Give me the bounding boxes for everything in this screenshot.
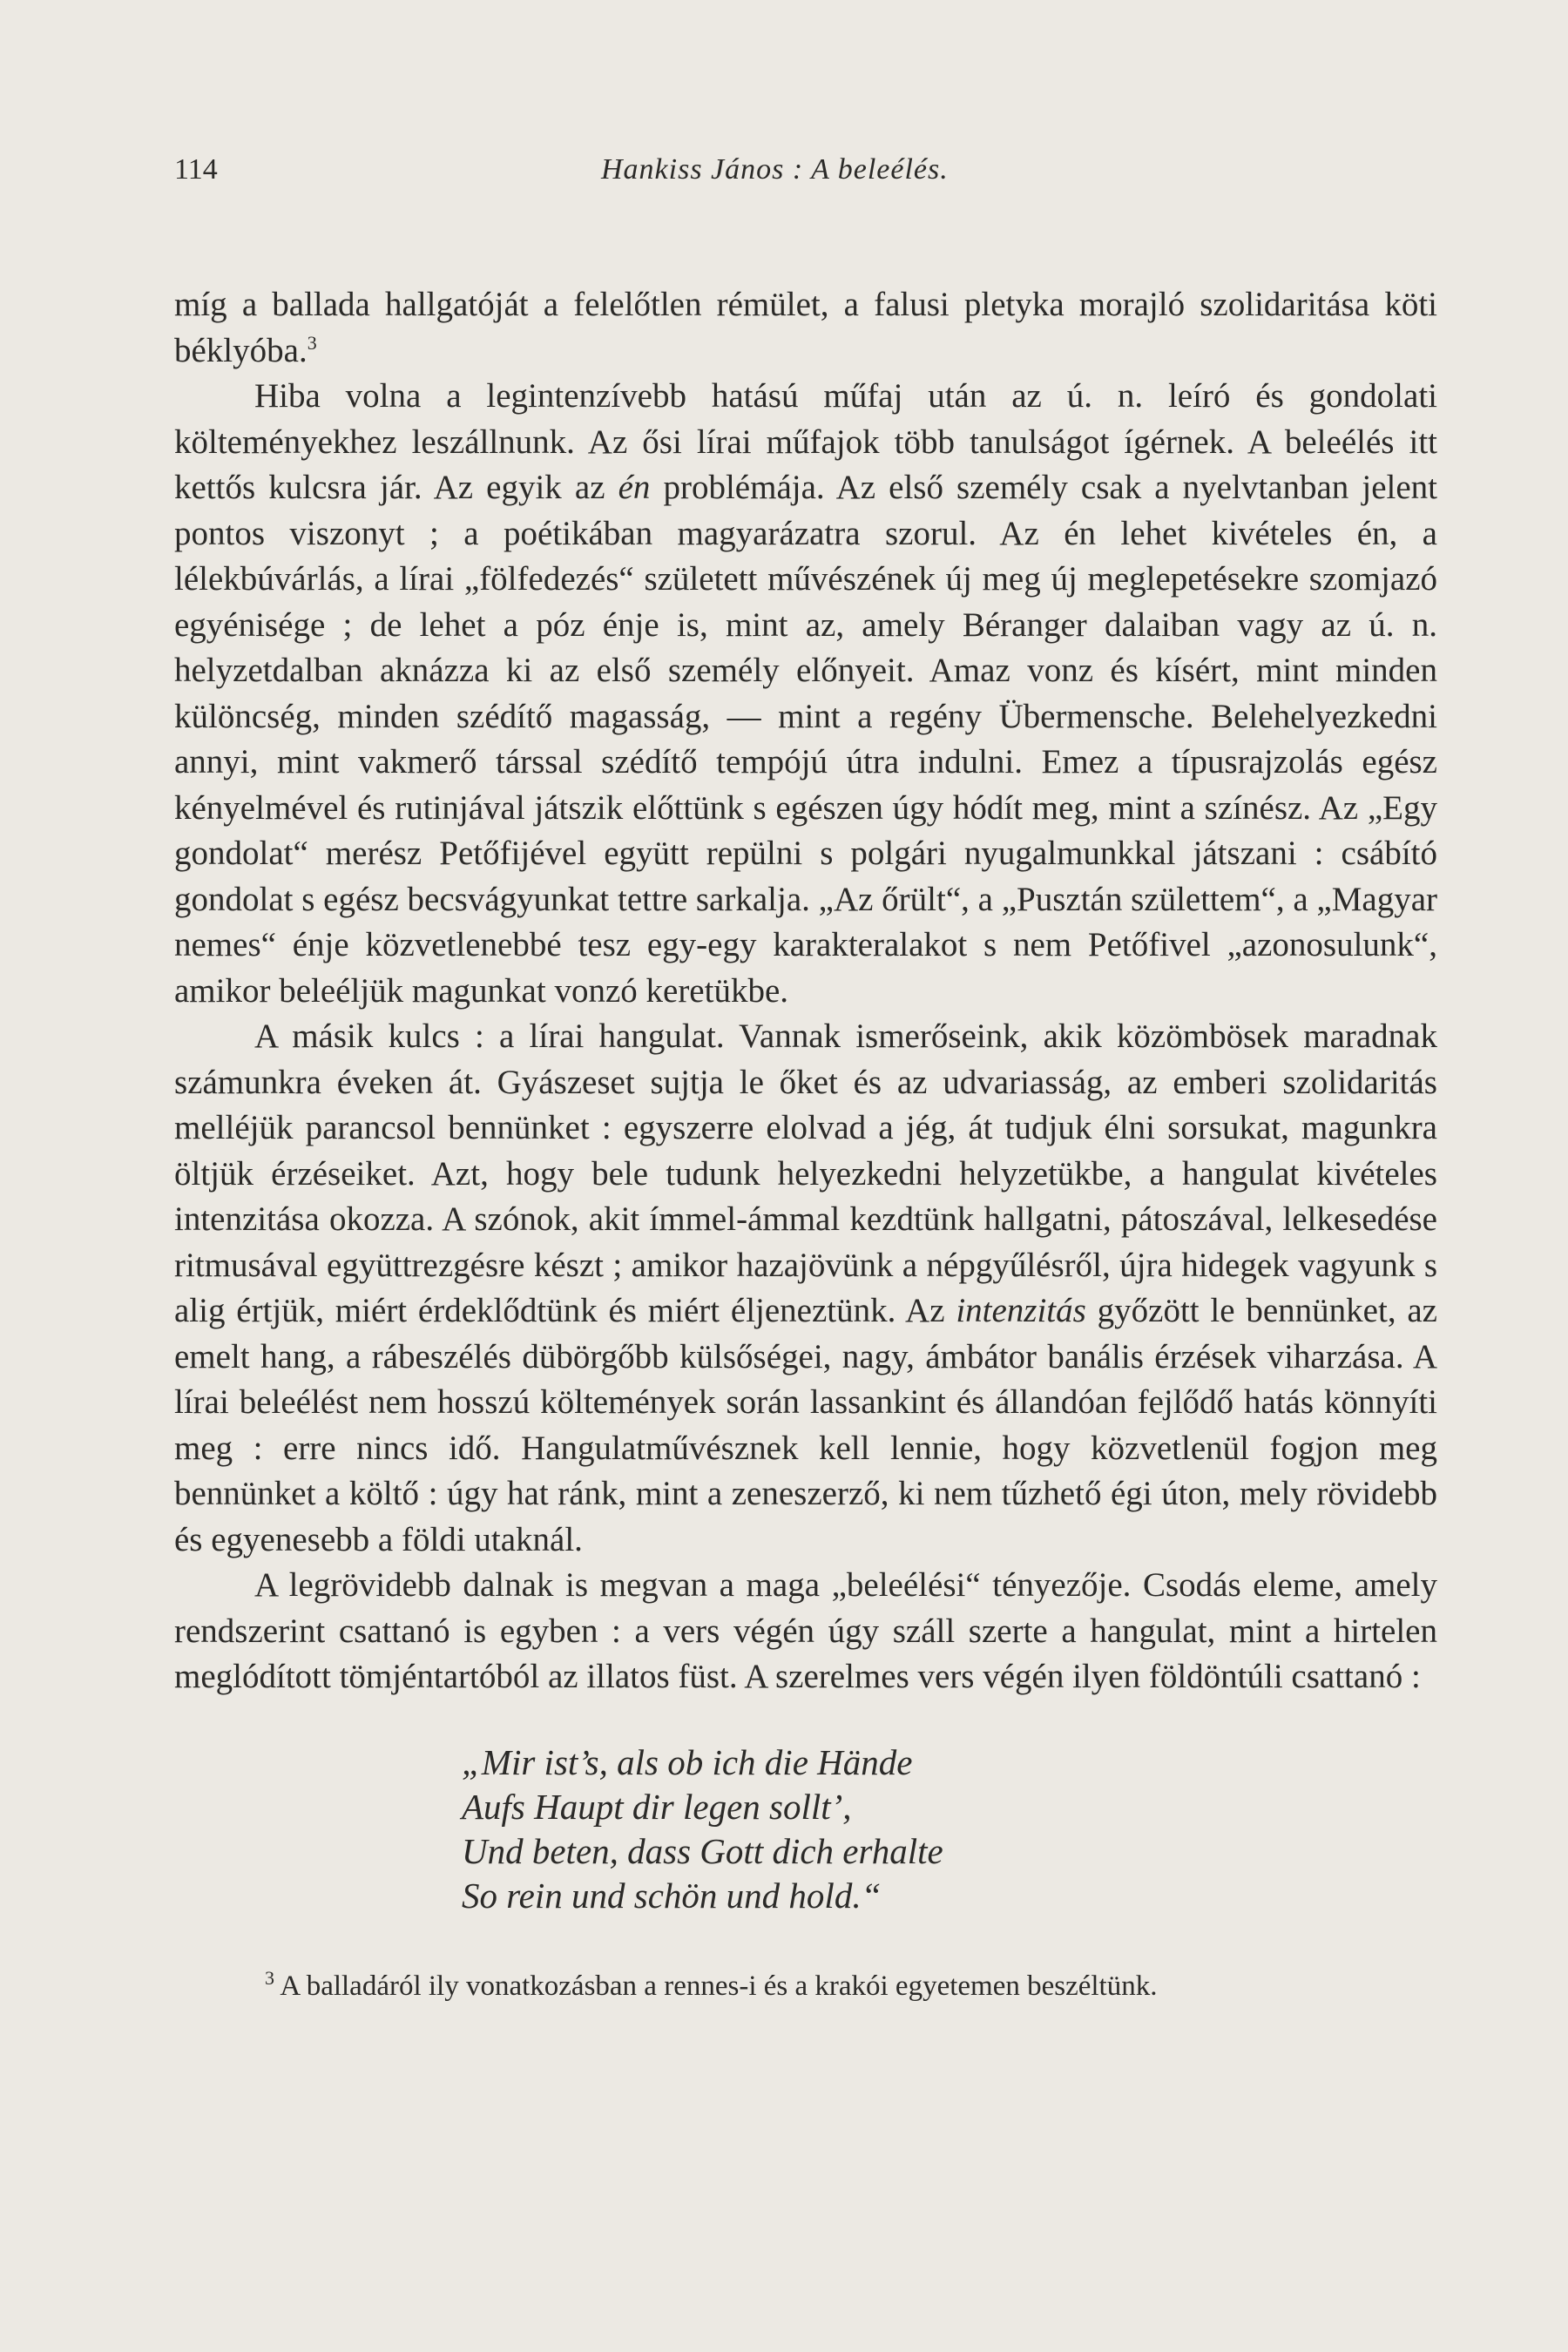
paragraph-1 bbox=[174, 282, 1437, 374]
running-title: Hankiss János : A beleélés. bbox=[601, 153, 949, 186]
paragraph-2-emphasis: én bbox=[618, 469, 651, 506]
paragraph-3-emphasis: intenzitás bbox=[956, 1292, 1086, 1329]
paragraph-2-text-a: Hiba volna a legintenzívebb hatású műfaj után az ú. n. leíró és gondolati költeményekhez leszállnunk. Az ősi lírai műfajok több tanulságot ígérnek. A beleélés itt kettős kulcsra jár. Az egyik az bbox=[174, 377, 1437, 506]
poem-line: „Mir ist’s, als ob ich die Hände bbox=[462, 1741, 913, 1782]
poem-line: Und beten, dass Gott dich erhalte bbox=[462, 1830, 943, 1871]
footnote bbox=[174, 1967, 1437, 2005]
page-number: 114 bbox=[174, 153, 218, 186]
paragraph-3-text-b: győzött le bennünket, az emelt hang, a rábeszélés dübörgőbb külsőségei, nagy, ámbátor banális érzések viharzása. A lírai beleélést nem hosszú költemények során lassankint és állandóan fejlődő hatás könnyíti meg : erre nincs idő. Hangulatművésznek kell lennie, hogy közvetlenül fogjon meg bennünket a költő : úgy hat ránk, mint a zeneszerző, ki nem tűzhető égi úton, mely rövidebb és egyenesebb a földi utaknál. bbox=[174, 1292, 1437, 1558]
paragraph-4-text: A legrövidebb dalnak is megvan a maga „beleélési“ tényezője. Csodás eleme, amely rendszerint csattanó is egyben : a vers végén úgy száll szerte a hangulat, mint a hirtelen meglódított tömjéntartóból az illatos füst. A szerelmes vers végén ilyen földöntúli csattanó : bbox=[174, 1566, 1437, 1695]
body-text bbox=[174, 282, 1437, 2005]
footnote-text: A balladáról ily vonatkozásban a rennes-i és a krakói egyetemen beszéltünk. bbox=[274, 1970, 1158, 2002]
poem-line: Aufs Haupt dir legen sollt’, bbox=[462, 1786, 852, 1827]
paragraph-2-text-b: problémája. Az első személy csak a nyelvtanban jelent pontos viszonyt ; a poétikában magyarázatra szorul. Az én lehet kivételes én, a lélekbúvárlás, a lírai „fölfedezés“ született művészének új meg új meglepetésekre szomjazó egyénisége ; de lehet a póz énje is, mint az, amely Béranger dalaiban vagy az ú. n. helyzetdalban aknázza ki az első személy előnyeit. Amaz vonz és kísért, mint minden különcség, minden szédítő magasság, — mint a regény Übermensche. Belehelyezkedni annyi, mint vakmerő társsal szédítő tempójú útra indulni. Emez a típusrajzolás egész kényelmével és rutinjával játszik előttünk s egészen úgy hódít meg, mint a színész. Az „Egy gondolat“ merész Petőfijével együtt repülni s polgári nyugalmunkkal játszani : csábító gondolat s egész becsvágyunkat tettre sarkalja. „Az őrült“, a „Pusztán születtem“, a „Magyar nemes“ énje közvetlenebbé tesz egy-egy karakteralakot s nem Petőfivel „azonosulunk“, amikor beleéljük magunkat vonzó keretükbe. bbox=[174, 469, 1438, 1010]
footnote-reference: 3 bbox=[307, 331, 317, 354]
poem-line: So rein und schön und hold.“ bbox=[462, 1875, 882, 1916]
paragraph-3-text-a: A másik kulcs : a lírai hangulat. Vannak ismerőseink, akik közömbösek maradnak számunkra éveken át. Gyászeset sujtja le őket és az udvariasság, az emberi szolidaritás melléjük parancsol bennünket : egyszerre elolvad a jég, át tudjuk élni sorsukat, magunkra öltjük érzéseiket. Azt, hogy bele tudunk helyezkedni helyzetükbe, a hangulat kivételes intenzitása okozza. A szónok, akit ímmel-ámmal kezdtünk hallgatni, pátoszával, lelkesedése ritmusával együttrezgésre készt ; amikor hazajövünk a népgyűlésről, újra hidegek vagyunk s alig értjük, miért érdeklődtünk és miért éljeneztünk. Az bbox=[174, 1017, 1437, 1329]
paragraph-3 bbox=[174, 1014, 1437, 1563]
paragraph-2 bbox=[174, 374, 1437, 1014]
poem-quotation bbox=[462, 1740, 1437, 1918]
paragraph-4 bbox=[174, 1563, 1437, 1700]
running-head bbox=[174, 153, 1437, 197]
footnote-marker: 3 bbox=[265, 1966, 274, 1989]
paragraph-1-text: míg a ballada hallgatóját a felelőtlen rémület, a falusi pletyka morajló szolidaritása köti béklyóba. bbox=[174, 286, 1437, 369]
